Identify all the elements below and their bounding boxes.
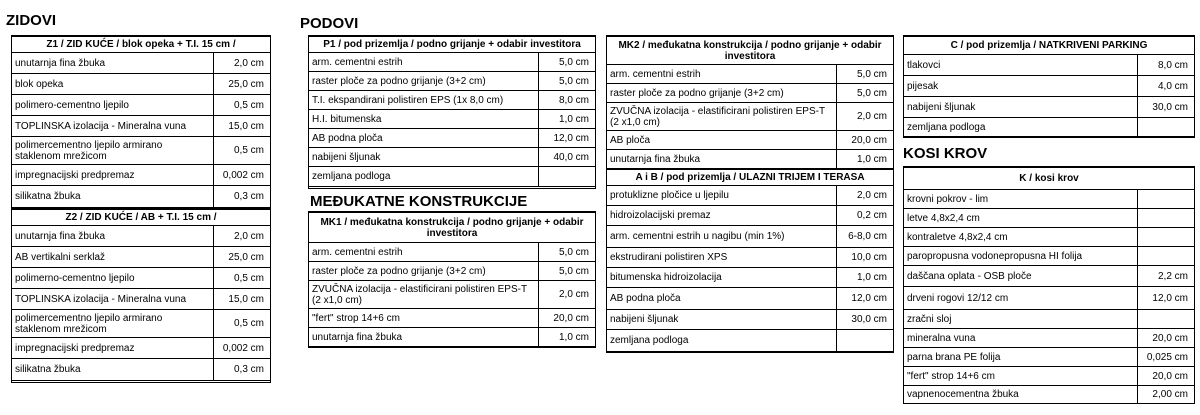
layer-name: impregnacijski predpremaz	[12, 165, 213, 186]
layer-thickness: 2,0 cm	[213, 226, 270, 247]
table-row	[309, 53, 595, 72]
layer-name: nabijeni šljunak	[309, 148, 538, 167]
table-header: K / kosi krov	[904, 168, 1194, 190]
table-header: A i B / pod prizemlja / ULAZNI TRIJEM I TERASA	[607, 170, 893, 186]
table-row	[12, 226, 270, 247]
layer-thickness: 5,0 cm	[538, 243, 595, 262]
layer-name: AB podna ploča	[309, 129, 538, 148]
table-row	[904, 209, 1194, 228]
layer-thickness	[1137, 190, 1194, 209]
table-row	[904, 386, 1194, 404]
layer-name: arm. cementni estrih	[309, 243, 538, 262]
table-a-i-b	[606, 168, 894, 353]
table-row	[12, 359, 270, 381]
layer-thickness: 30,0 cm	[1137, 97, 1194, 118]
layer-name: ZVUČNA izolacija - elastificirani polistiren EPS-T (2 x1,0 cm)	[607, 103, 836, 131]
table-mk1	[308, 211, 596, 348]
layer-thickness: 20,0 cm	[1137, 329, 1194, 348]
layer-thickness: 20,0 cm	[836, 131, 893, 150]
layer-name: zemljana podloga	[309, 167, 538, 187]
layer-name: unutarnja fina žbuka	[12, 53, 213, 74]
layer-thickness: 5,0 cm	[538, 262, 595, 281]
layer-name: AB podna ploča	[607, 288, 836, 310]
table-k	[903, 166, 1195, 404]
table-header: MK1 / međukatna konstrukcija / podno grijanje + odabir investitora	[309, 213, 595, 243]
layer-thickness: 2,0 cm	[836, 186, 893, 206]
layer-thickness: 12,0 cm	[836, 288, 893, 310]
table-row	[309, 262, 595, 281]
table-row	[12, 74, 270, 95]
table-row	[12, 310, 270, 338]
table-row	[607, 226, 893, 248]
layer-thickness: 40,0 cm	[538, 148, 595, 167]
table-row	[904, 329, 1194, 348]
layer-thickness: 15,0 cm	[213, 116, 270, 137]
table-header: MK2 / međukatna konstrukcija / podno grijanje + odabir investitora	[607, 37, 893, 65]
layer-thickness: 12,0 cm	[538, 129, 595, 148]
layer-name: unutarnja fina žbuka	[12, 226, 213, 247]
table-row	[904, 266, 1194, 287]
layer-name: paropropusna vodonepropusna HI folija	[904, 247, 1137, 266]
layer-thickness: 2,2 cm	[1137, 266, 1194, 287]
table-row	[309, 328, 595, 347]
layer-name: AB vertikalni serklaž	[12, 247, 213, 268]
table-c	[903, 35, 1195, 138]
table-row	[607, 150, 893, 169]
layer-name: tlakovci	[904, 55, 1137, 76]
layer-thickness: 0,3 cm	[213, 359, 270, 381]
layer-thickness: 2,00 cm	[1137, 386, 1194, 404]
layer-thickness: 10,0 cm	[836, 248, 893, 268]
layer-thickness: 0,5 cm	[213, 95, 270, 116]
layer-name: "fert" strop 14+6 cm	[309, 309, 538, 328]
layer-name: "fert" strop 14+6 cm	[904, 367, 1137, 386]
layer-name: blok opeka	[12, 74, 213, 95]
table-row	[904, 348, 1194, 367]
layer-thickness: 1,0 cm	[836, 268, 893, 288]
table-row	[904, 55, 1194, 76]
layer-name: silikatna žbuka	[12, 186, 213, 208]
layer-thickness	[1137, 209, 1194, 228]
table-row	[309, 243, 595, 262]
layer-thickness	[1137, 228, 1194, 247]
layer-name: zračni sloj	[904, 310, 1137, 329]
table-header: P1 / pod prizemlja / podno grijanje + odabir investitora	[309, 37, 595, 53]
table-row	[607, 206, 893, 226]
section-title-zidovi: ZIDOVI	[6, 12, 57, 29]
layer-name: polimercementno ljepilo armirano staklenom mrežicom	[12, 310, 213, 338]
layer-name: arm. cementni estrih	[607, 65, 836, 84]
table-row	[12, 186, 270, 208]
layer-name: T.I. ekspandirani polistiren EPS (1x 8,0 cm)	[309, 91, 538, 110]
layer-name: zemljana podloga	[904, 118, 1137, 137]
table-row	[904, 76, 1194, 97]
layer-name: H.I. bitumenska	[309, 110, 538, 129]
table-p1	[308, 35, 596, 189]
table-mk2	[606, 35, 894, 170]
layer-name: silikatna žbuka	[12, 359, 213, 381]
table-z2	[11, 208, 271, 383]
table-header: Z2 / ZID KUĆE / AB + T.I. 15 cm /	[12, 210, 270, 226]
layer-name: mineralna vuna	[904, 329, 1137, 348]
layer-name: bitumenska hidroizolacija	[607, 268, 836, 288]
layer-thickness: 5,0 cm	[538, 72, 595, 91]
layer-name: pijesak	[904, 76, 1137, 97]
table-row	[12, 247, 270, 268]
layer-thickness: 2,0 cm	[836, 103, 893, 131]
layer-thickness: 5,0 cm	[836, 65, 893, 84]
table-row	[12, 95, 270, 116]
layer-name: unutarnja fina žbuka	[607, 150, 836, 169]
layer-thickness: 20,0 cm	[538, 309, 595, 328]
table-row	[904, 190, 1194, 209]
layer-thickness: 25,0 cm	[213, 74, 270, 95]
layer-name: protuklizne pločice u ljepilu	[607, 186, 836, 206]
layer-thickness: 12,0 cm	[1137, 287, 1194, 310]
table-header: C / pod prizemlja / NATKRIVENI PARKING	[904, 37, 1194, 55]
layer-name: letve 4,8x2,4 cm	[904, 209, 1137, 228]
layer-name: arm. cementni estrih u nagibu (min 1%)	[607, 226, 836, 248]
table-row	[904, 118, 1194, 137]
layer-thickness: 0,5 cm	[213, 268, 270, 289]
layer-thickness: 2,0 cm	[213, 53, 270, 74]
layer-thickness: 1,0 cm	[836, 150, 893, 169]
layer-thickness: 8,0 cm	[1137, 55, 1194, 76]
layer-name: zemljana podloga	[607, 330, 836, 352]
layer-name: hidroizolacijski premaz	[607, 206, 836, 226]
table-row	[309, 281, 595, 309]
table-row	[607, 131, 893, 150]
layer-name: unutarnja fina žbuka	[309, 328, 538, 347]
layer-thickness: 0,2 cm	[836, 206, 893, 226]
layer-name: nabijeni šljunak	[904, 97, 1137, 118]
layer-name: TOPLINSKA izolacija - Mineralna vuna	[12, 116, 213, 137]
layer-thickness: 0,5 cm	[213, 310, 270, 338]
table-row	[904, 247, 1194, 266]
layer-name: ZVUČNA izolacija - elastificirani polistiren EPS-T (2 x1,0 cm)	[309, 281, 538, 309]
table-row	[904, 367, 1194, 386]
table-row	[607, 84, 893, 103]
table-row	[904, 97, 1194, 118]
layer-name: impregnacijski predpremaz	[12, 338, 213, 359]
layer-name: vapnenocementna žbuka	[904, 386, 1137, 404]
table-row	[904, 228, 1194, 247]
layer-thickness: 0,3 cm	[213, 186, 270, 208]
layer-name: daščana oplata - OSB ploče	[904, 266, 1137, 287]
table-row	[607, 310, 893, 330]
layer-thickness: 25,0 cm	[213, 247, 270, 268]
layer-thickness: 1,0 cm	[538, 110, 595, 129]
table-row	[607, 330, 893, 352]
layer-name: arm. cementni estrih	[309, 53, 538, 72]
table-row	[12, 338, 270, 359]
layer-name: ekstrudirani polistiren XPS	[607, 248, 836, 268]
layer-thickness: 0,025 cm	[1137, 348, 1194, 367]
table-row	[309, 129, 595, 148]
table-row	[12, 116, 270, 137]
layer-name: AB ploča	[607, 131, 836, 150]
layer-name: krovni pokrov - lim	[904, 190, 1137, 209]
layer-name: polimerno-cementno ljepilo	[12, 268, 213, 289]
table-row	[607, 103, 893, 131]
table-header: Z1 / ZID KUĆE / blok opeka + T.I. 15 cm /	[12, 37, 270, 53]
layer-thickness	[1137, 310, 1194, 329]
table-row	[309, 148, 595, 167]
layer-name: TOPLINSKA izolacija - Mineralna vuna	[12, 289, 213, 310]
layer-thickness: 4,0 cm	[1137, 76, 1194, 97]
layer-thickness: 1,0 cm	[538, 328, 595, 347]
layer-thickness: 0,002 cm	[213, 338, 270, 359]
table-row	[607, 186, 893, 206]
layer-name: polimero-cementno ljepilo	[12, 95, 213, 116]
table-row	[607, 248, 893, 268]
layer-name: raster ploče za podno grijanje (3+2 cm)	[309, 72, 538, 91]
layer-name: raster ploče za podno grijanje (3+2 cm)	[607, 84, 836, 103]
layer-thickness: 20,0 cm	[1137, 367, 1194, 386]
table-row	[12, 137, 270, 165]
layer-thickness: 30,0 cm	[836, 310, 893, 330]
layer-name: polimercementno ljepilo armirano staklenom mrežicom	[12, 137, 213, 165]
table-row	[904, 287, 1194, 310]
table-row	[309, 110, 595, 129]
table-row	[309, 72, 595, 91]
layer-name: raster ploče za podno grijanje (3+2 cm)	[309, 262, 538, 281]
table-row	[309, 91, 595, 110]
layer-thickness: 5,0 cm	[836, 84, 893, 103]
layer-thickness: 8,0 cm	[538, 91, 595, 110]
table-row	[607, 288, 893, 310]
layer-thickness: 6-8,0 cm	[836, 226, 893, 248]
layer-thickness	[1137, 118, 1194, 137]
table-row	[607, 268, 893, 288]
table-row	[607, 65, 893, 84]
section-title-medukatne: MEĐUKATNE KONSTRUKCIJE	[310, 193, 528, 210]
table-row	[12, 165, 270, 186]
layer-name: parna brana PE folija	[904, 348, 1137, 367]
layer-thickness: 0,002 cm	[213, 165, 270, 186]
layer-thickness: 5,0 cm	[538, 53, 595, 72]
table-row	[904, 310, 1194, 329]
layer-name: drveni rogovi 12/12 cm	[904, 287, 1137, 310]
layer-thickness: 15,0 cm	[213, 289, 270, 310]
section-title-podovi: PODOVI	[300, 15, 359, 32]
layer-thickness	[836, 330, 893, 352]
layer-thickness	[1137, 247, 1194, 266]
layer-name: nabijeni šljunak	[607, 310, 836, 330]
layer-name: kontraletve 4,8x2,4 cm	[904, 228, 1137, 247]
table-z1	[11, 35, 271, 210]
layer-thickness: 2,0 cm	[538, 281, 595, 309]
table-row	[12, 289, 270, 310]
table-row	[12, 53, 270, 74]
table-row	[309, 167, 595, 187]
table-row	[309, 309, 595, 328]
table-row	[12, 268, 270, 289]
layer-thickness	[538, 167, 595, 187]
section-title-kosi-krov: KOSI KROV	[903, 145, 988, 162]
layer-thickness: 0,5 cm	[213, 137, 270, 165]
